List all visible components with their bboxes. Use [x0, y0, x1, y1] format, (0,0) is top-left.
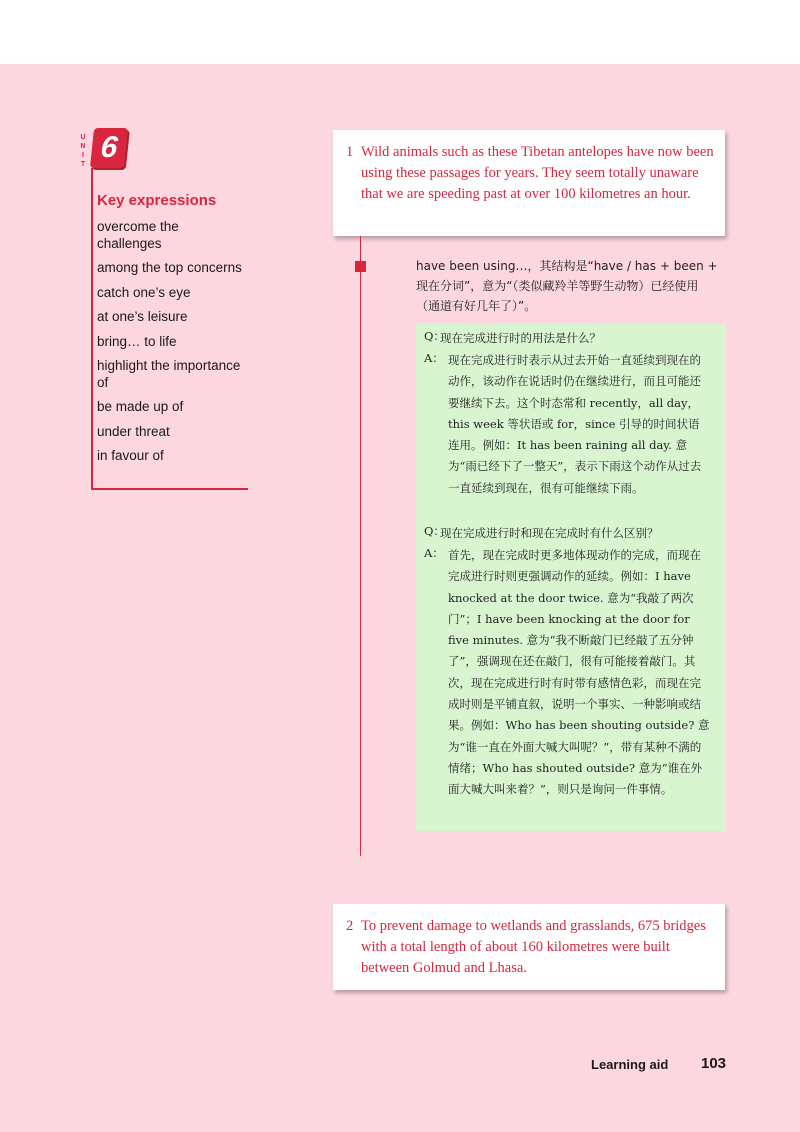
sentence-number: 1 [346, 144, 354, 160]
sentence-text: To prevent damage to wetlands and grasslands, 675 bridges with a total length of about 160 kilometres were built between Golmud and Lhasa. [361, 918, 706, 976]
key-expression-item: be made up of [97, 399, 184, 414]
key-expressions-list [97, 219, 242, 473]
unit-number-badge [90, 128, 128, 168]
unit-label [78, 133, 88, 169]
note-marker [355, 261, 366, 272]
key-expressions-title: Key expressions [97, 192, 217, 209]
question-label: Q： [424, 524, 445, 538]
question-label: Q： [424, 329, 445, 343]
question-text: 现在完成进行时和现在完成时有什么区别？ [440, 526, 659, 540]
question-text: 现在完成进行时的用法是什么？ [440, 331, 601, 345]
sentence-box-2 [333, 904, 725, 990]
sentence-number: 2 [346, 918, 354, 934]
unit-number: 6 [98, 131, 120, 164]
qa-panel [416, 324, 726, 831]
key-expression-item: overcome the challenges [97, 219, 179, 251]
unit-letter: I [82, 152, 84, 159]
grammar-explanation: have been using…，其结构是“have / has + been + 现在分词”，意为“（类似藏羚羊等野生动物）已经使用（通道有好几年了）”。 [416, 259, 718, 313]
answer-text: 首先，现在完成时更多地体现动作的完成，而现在完成进行时则更强调动作的延续。例如：I have knocked at the door twice. 意为“我敲了两次门”；I have been knocking at the door for five minutes. 意为“我不断敲门已经敲了五分钟了”，强调现在还在敲门，很有可能接着敲门。其次，现在完成进行时有时带有感情色彩，而现在完成时则是平铺直叙，说明一个事实、一种影响或结果。例如：Who has been shouting outside? 意为“谁一直在外面大喊大叫呢？”，带有某种不满的情绪；Who has shouted outside? 意为“谁在外面大喊大叫来着？”，则只是询问一件事情。 [448, 548, 710, 797]
unit-letter: N [80, 143, 86, 150]
note-connector-line [360, 236, 361, 856]
key-expression-item: among the top concerns [97, 260, 242, 275]
key-expression-item: under threat [97, 423, 170, 439]
unit-letter: U [80, 134, 86, 141]
key-expression-item: in favour of [97, 448, 164, 463]
answer-label: A： [424, 546, 444, 560]
key-expression-item: at one’s leisure [97, 309, 188, 324]
sidebar-divider-vertical [91, 168, 93, 490]
key-expression-item: bring… to life [97, 333, 177, 349]
key-expression-item: catch one’s eye [97, 284, 191, 300]
key-expression-item: highlight the importance of [97, 358, 241, 390]
footer-section-label: Learning aid [591, 1057, 669, 1072]
answer-label: A： [424, 351, 444, 365]
sentence-text: Wild animals such as these Tibetan antelopes have now been using these passages for years. They seem totally unaware that we are speeding past at over 100 kilometres an hour. [361, 144, 714, 202]
sentence-box-1 [333, 130, 725, 236]
page-number: 103 [701, 1055, 727, 1072]
answer-text: 现在完成进行时表示从过去开始一直延续到现在的动作，该动作在说话时仍在继续进行，而且可能还要继续下去。这个时态常和 recently，all day，this week 等状语或 for，since 引导的时间状语连用。例如：It has been raining all day. 意为“雨已经下了一整天”，表示下雨这个动作从过去一直延续到现在，很有可能继续下雨。 [448, 353, 702, 495]
sidebar-divider-horizontal [91, 488, 248, 490]
unit-letter: T [80, 161, 86, 168]
